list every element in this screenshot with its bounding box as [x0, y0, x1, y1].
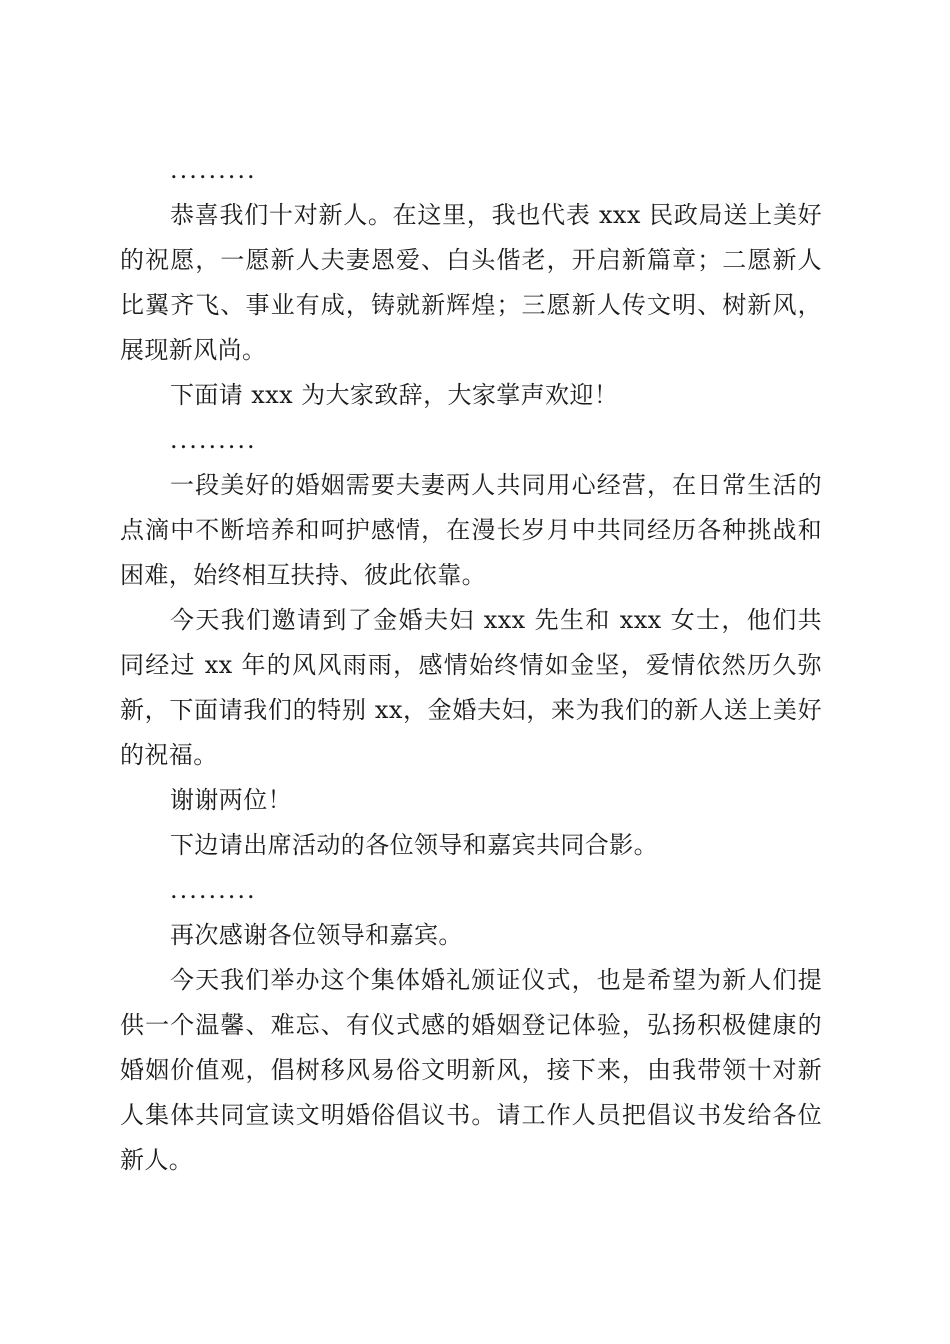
paragraph-blessing: 恭喜我们十对新人。在这里，我也代表 xxx 民政局送上美好的祝愿，一愿新人夫妻恩爱、白头偕老，开启新篇章；二愿新人比翼齐飞、事业有成，铸就新辉煌；三愿新人传文明、树新风，展现新风尚。	[120, 201, 822, 364]
paragraph-ceremony: 今天我们举办这个集体婚礼颁证仪式，也是希望为新人们提供一个温馨、难忘、有仪式感的婚姻登记体验，弘扬积极健康的婚姻价值观，倡树移风易俗文明新风，接下来，由我带领十对新人集体共同宣读文明婚俗倡议书。请工作人员把倡议书发给各位新人。	[120, 966, 822, 1174]
paragraph-thanks-again: 再次感谢各位领导和嘉宾。	[170, 921, 463, 949]
paragraph-speech-invite: 下面请 xxx 为大家致辞，大家掌声欢迎！	[170, 381, 619, 409]
ellipsis-separator: .........	[170, 426, 257, 454]
paragraph-golden-couple: 今天我们邀请到了金婚夫妇 xxx 先生和 xxx 女士，他们共同经过 xx 年的风风雨雨，感情始终情如金坚，爱情依然历久弥新，下面请我们的特别 xx，金婚夫妇，来为我们的新人送上美好的祝福。	[120, 606, 822, 769]
paragraph-thanks: 谢谢两位！	[170, 786, 292, 814]
paragraph-group-photo: 下边请出席活动的各位领导和嘉宾共同合影。	[170, 831, 658, 859]
paragraph-marriage: 一段美好的婚姻需要夫妻两人共同用心经营，在日常生活的点滴中不断培养和呵护感情，在漫长岁月中共同经历各种挑战和困难，始终相互扶持、彼此依靠。	[120, 471, 822, 589]
ellipsis-separator: .........	[170, 876, 257, 904]
document-body	[120, 148, 822, 1183]
ellipsis-separator: .........	[170, 156, 257, 184]
